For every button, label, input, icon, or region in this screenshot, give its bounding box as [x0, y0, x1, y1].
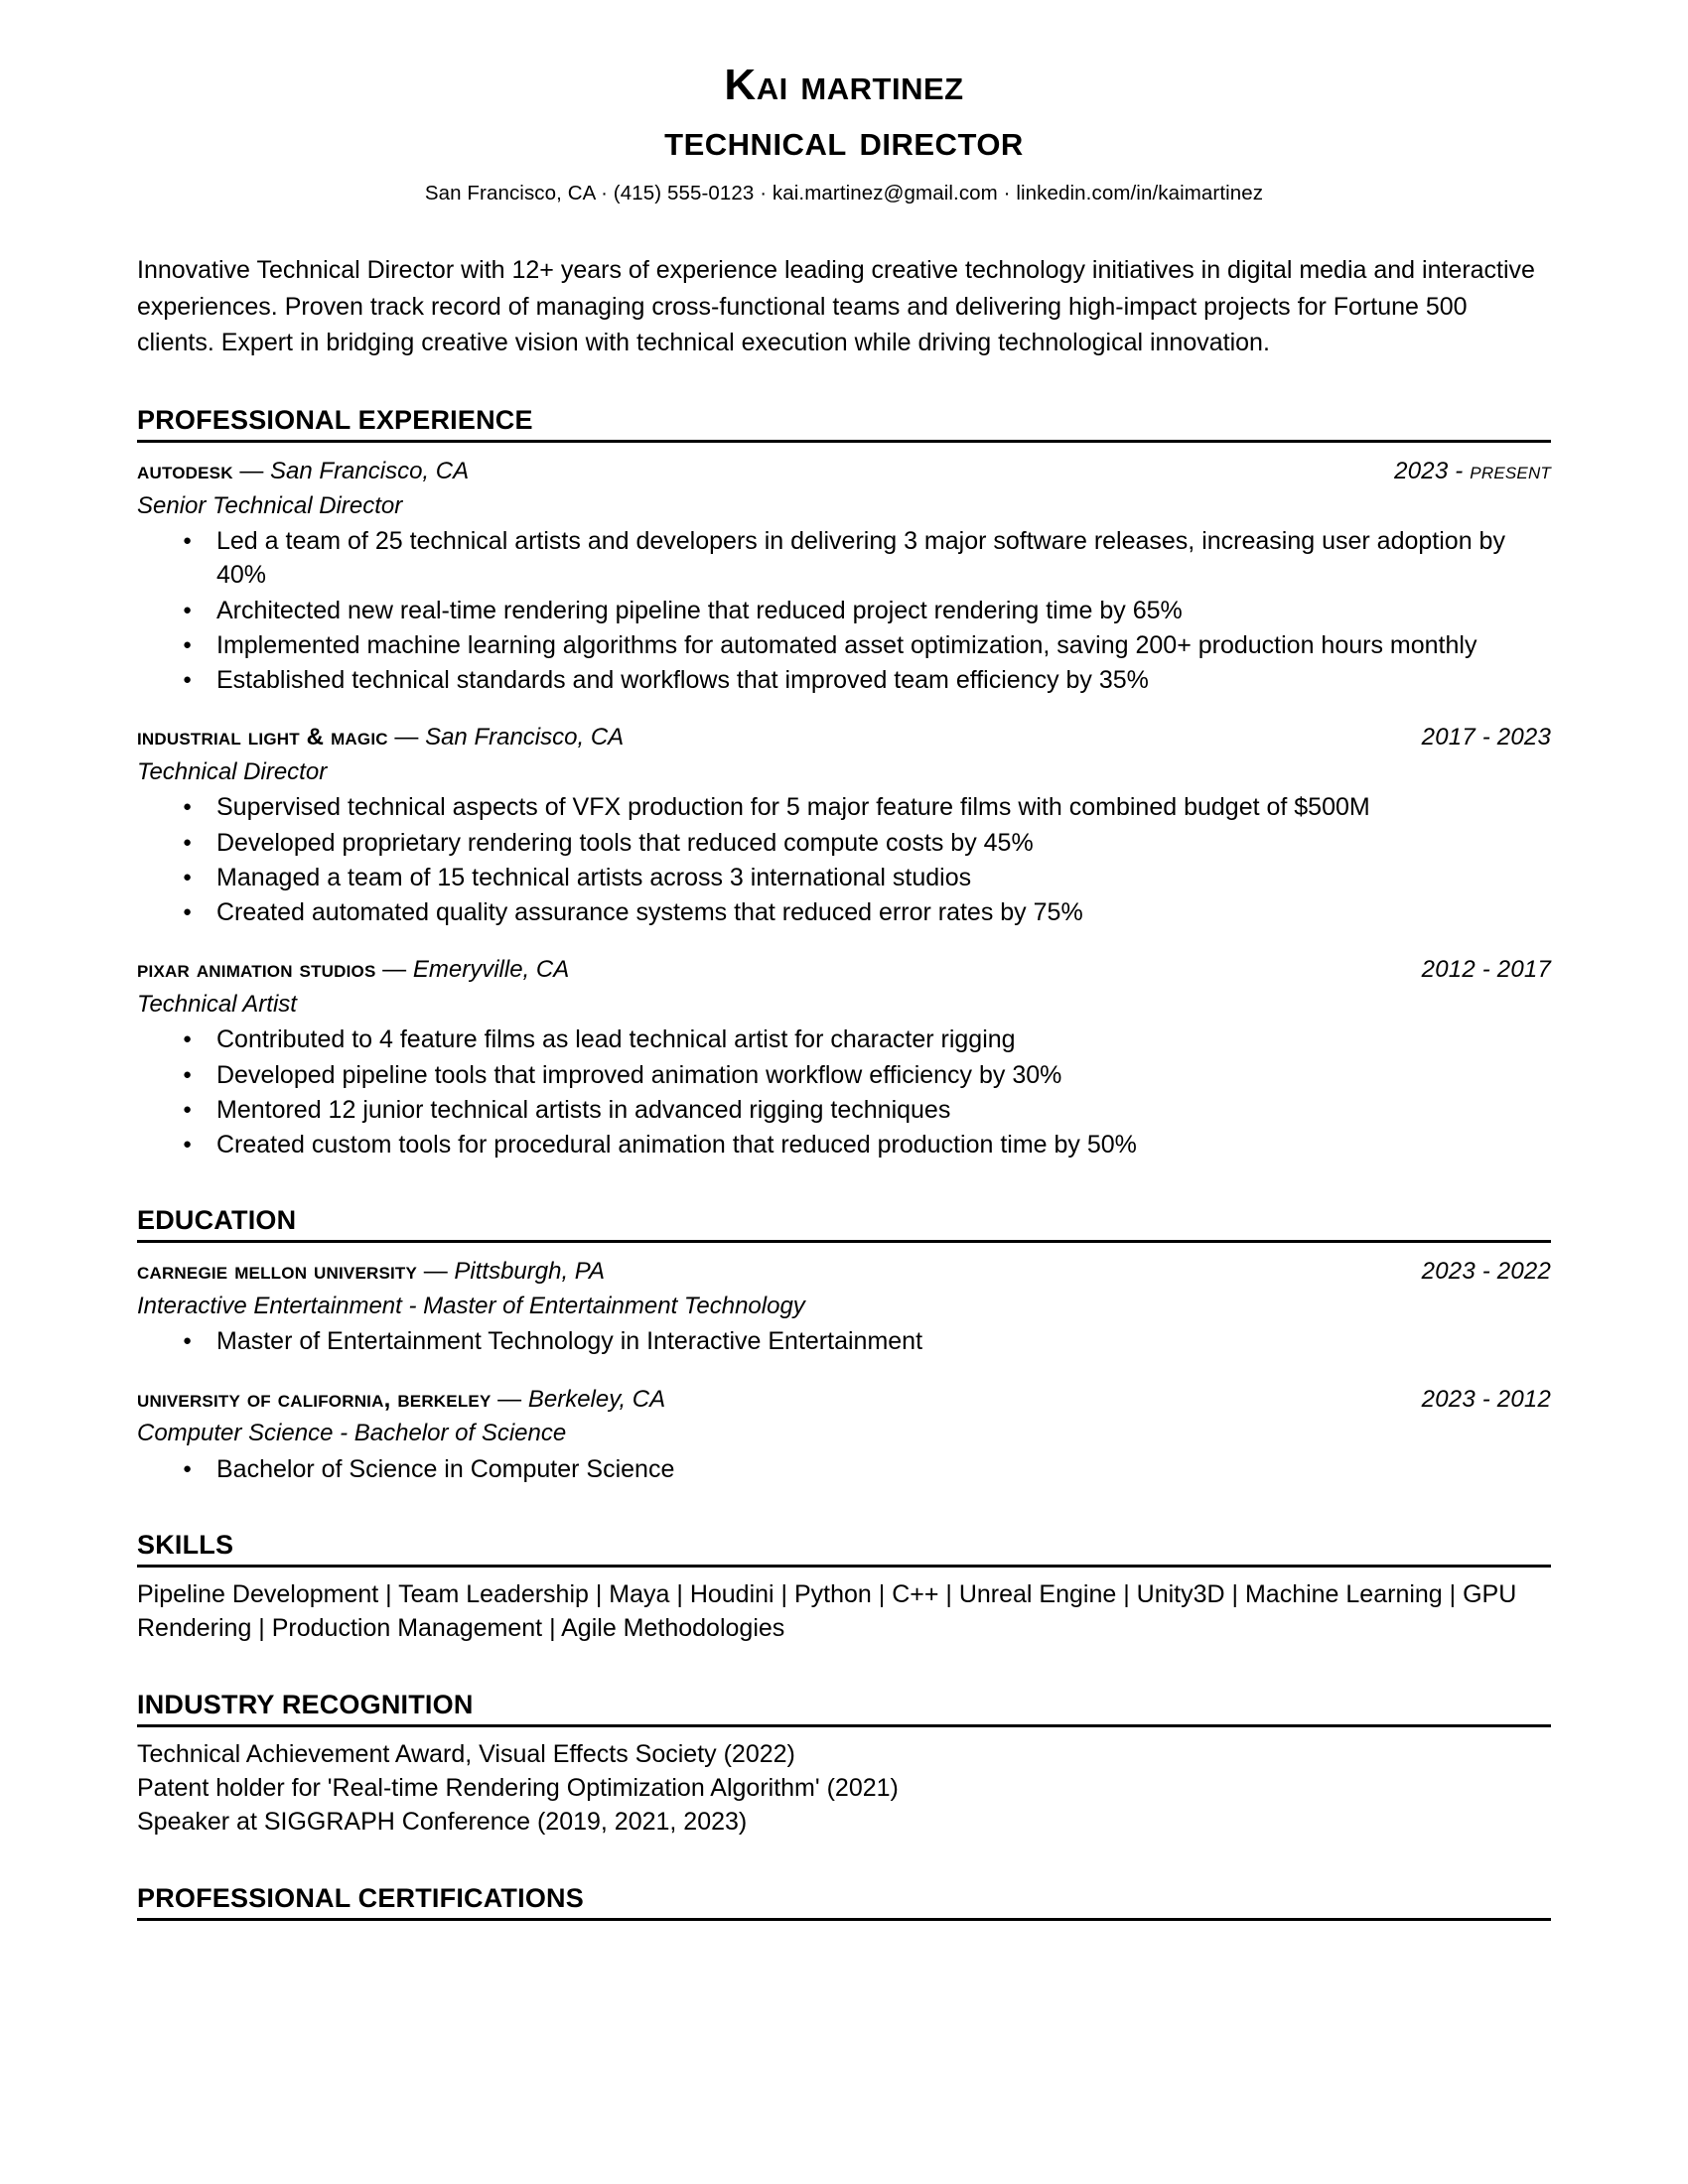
entry-role: Technical Artist [137, 991, 297, 1019]
entry-role: Technical Director [137, 758, 328, 786]
entry-bullet-list [137, 1324, 1551, 1358]
resume-header [137, 60, 1551, 206]
bullet-item: ● Led a team of 25 technical artists and developers in delivering 3 major software releases, increasing user adoption by 40% [137, 524, 1551, 593]
section-heading: PROFESSIONAL CERTIFICATIONS [137, 1883, 1551, 1921]
entry-org-location [137, 723, 624, 752]
section-skills [137, 1530, 1551, 1646]
resume-entry [137, 457, 1551, 697]
entry-organization: university of california, berkeley [137, 1385, 492, 1413]
bullet-item: ● Established technical standards and workflows that improved team efficiency by 35% [137, 663, 1551, 697]
entry-organization: autodesk [137, 458, 233, 485]
entry-location: San Francisco, CA [270, 458, 470, 485]
entry-location: Berkeley, CA [527, 1385, 666, 1413]
entry-location: Emeryville, CA [412, 956, 570, 984]
entry-organization: carnegie mellon university [137, 1258, 418, 1286]
entry-date-range: 2023 - present [1394, 458, 1551, 485]
resume-entry [137, 1257, 1551, 1358]
entry-header-row [137, 723, 1551, 752]
entry-date-range: 2012 - 2017 [1421, 956, 1551, 984]
bullet-item: ● Architected new real-time rendering pipeline that reduced project rendering time by 65% [137, 594, 1551, 627]
bullet-item: ● Mentored 12 junior technical artists in advanced rigging techniques [137, 1093, 1551, 1127]
text-line: Technical Achievement Award, Visual Effects Society (2022) [137, 1739, 795, 1768]
experience-entries [137, 457, 1551, 1161]
professional-summary: Innovative Technical Director with 12+ years of experience leading creative technology initiatives in digital media and interactive experiences. Proven track record of managing cross-functional teams and delivering high-impact projects for Fortune 500 clients. Expert in bridging creative vision with technical execution while driving technological innovation. [137, 256, 1535, 357]
entry-date-range: 2017 - 2023 [1421, 724, 1551, 751]
section-heading: EDUCATION [137, 1205, 1551, 1243]
entry-org-location [137, 1257, 605, 1287]
entry-date-range: 2023 - 2012 [1421, 1385, 1551, 1413]
bullet-item: ● Created custom tools for procedural animation that reduced production time by 50% [137, 1128, 1551, 1161]
bullet-item: ● Implemented machine learning algorithms for automated asset optimization, saving 200+ production hours monthly [137, 628, 1551, 662]
entry-organization: industrial light & magic [137, 724, 388, 751]
entry-header-row [137, 457, 1551, 486]
entry-header-row [137, 955, 1551, 985]
entry-role: Interactive Entertainment - Master of Entertainment Technology [137, 1293, 805, 1320]
text-line: Patent holder for 'Real-time Rendering Optimization Algorithm' (2021) [137, 1774, 899, 1803]
entry-separator: — [491, 1385, 528, 1413]
section-education [137, 1205, 1551, 1486]
entry-separator: — [232, 458, 271, 485]
resume-entry [137, 1385, 1551, 1486]
bullet-item: ● Supervised technical aspects of VFX production for 5 major feature films with combined budget of $500M [137, 790, 1551, 824]
entry-org-location [137, 457, 469, 486]
bullet-item: ● Contributed to 4 feature films as lead technical artist for character rigging [137, 1023, 1551, 1056]
entry-location: Pittsburgh, PA [454, 1258, 606, 1286]
contact-line: San Francisco, CA · (415) 555-0123 · kai.martinez@gmail.com · linkedin.com/in/kaimartinez [424, 181, 1264, 205]
entry-header-row [137, 1257, 1551, 1287]
bullet-item: ● Developed pipeline tools that improved animation workflow efficiency by 30% [137, 1058, 1551, 1092]
entry-org-location [137, 1385, 665, 1415]
entry-organization: pixar animation studios [137, 956, 376, 984]
certifications-lines [137, 1931, 1551, 1939]
section-heading: SKILLS [137, 1530, 1551, 1568]
recognition-lines [137, 1737, 1551, 1840]
entry-bullet-list [137, 1023, 1551, 1161]
entry-location: San Francisco, CA [425, 724, 625, 751]
entry-separator: — [387, 724, 426, 751]
resume-entry [137, 955, 1551, 1161]
section-professional-certifications [137, 1883, 1551, 1939]
education-entries [137, 1257, 1551, 1485]
section-industry-recognition [137, 1690, 1551, 1840]
bullet-item: ● Master of Entertainment Technology in Interactive Entertainment [137, 1324, 1551, 1358]
candidate-name: Kai martinez [724, 61, 964, 109]
bullet-item: ● Created automated quality assurance systems that reduced error rates by 75% [137, 895, 1551, 929]
entry-separator: — [375, 956, 413, 984]
candidate-title: technical director [664, 115, 1024, 165]
bullet-item: ● Managed a team of 15 technical artists across 3 international studios [137, 861, 1551, 894]
bullet-item: ● Developed proprietary rendering tools that reduced compute costs by 45% [137, 826, 1551, 860]
entry-header-row [137, 1385, 1551, 1415]
entry-bullet-list [137, 524, 1551, 697]
entry-separator: — [417, 1258, 455, 1286]
section-heading: INDUSTRY RECOGNITION [137, 1690, 1551, 1727]
skills-list: Pipeline Development | Team Leadership | Maya | Houdini | Python | C++ | Unreal Engine | Unity3D | Machine Learning | GPU Rendering | Production Management | Agile Methodologies [137, 1580, 1517, 1643]
section-heading: PROFESSIONAL EXPERIENCE [137, 405, 1551, 443]
section-professional-experience [137, 405, 1551, 1161]
entry-role: Computer Science - Bachelor of Science [137, 1420, 567, 1447]
entry-org-location [137, 955, 569, 985]
entry-bullet-list [137, 1452, 1551, 1486]
entry-role: Senior Technical Director [137, 491, 403, 519]
text-line: Speaker at SIGGRAPH Conference (2019, 2021, 2023) [137, 1808, 748, 1837]
bullet-item: ● Bachelor of Science in Computer Science [137, 1452, 1551, 1486]
entry-bullet-list [137, 790, 1551, 929]
entry-date-range: 2023 - 2022 [1421, 1258, 1551, 1286]
resume-entry [137, 723, 1551, 929]
